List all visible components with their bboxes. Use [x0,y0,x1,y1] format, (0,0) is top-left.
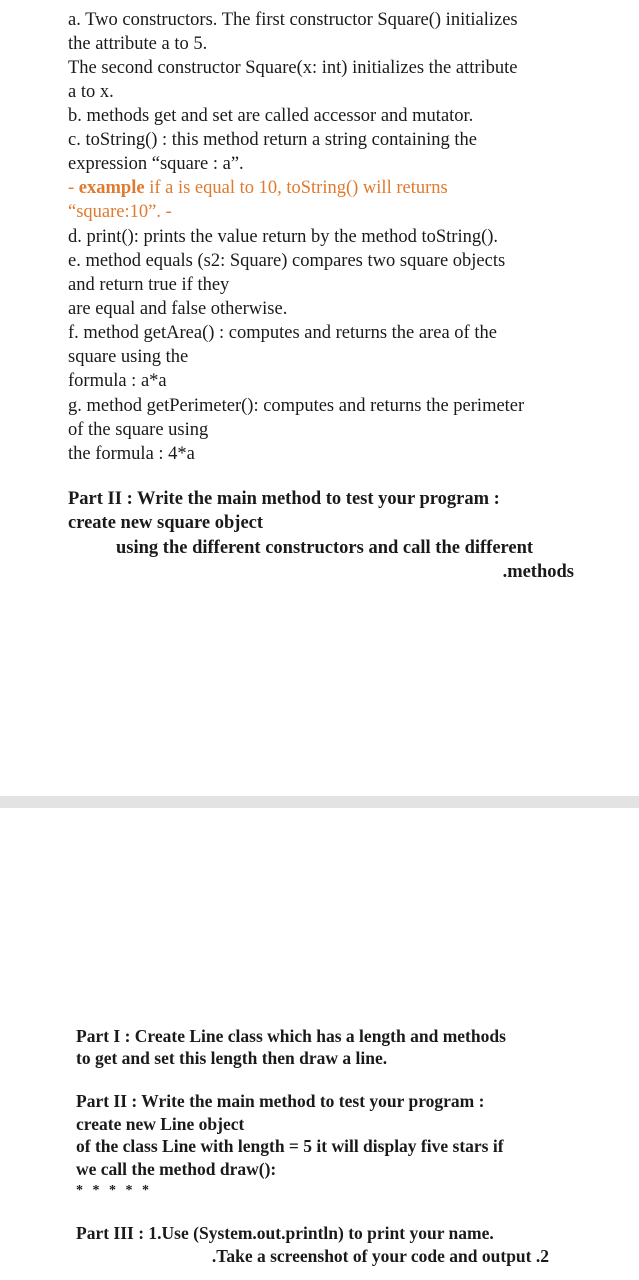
part2-text: create new square object [68,513,264,533]
text-line: of the square using [68,420,209,440]
text-line: The second constructor Square(x: int) initializes the attribute [68,58,518,78]
part2-text: .methods [502,562,574,582]
example-keyword: example [78,178,145,198]
part2-text: using the different constructors and call the different [116,538,534,558]
text-line: a to x. [68,82,114,102]
page-separator [0,796,639,808]
part1-text: to get and set this length then draw a line. [76,1048,388,1068]
text-line: the formula : 4*a [68,444,195,464]
text-line: a. Two constructors. The first constructor Square() initializes [68,10,518,30]
part3-heading: Part III : 1.Use (System.out.println) to print your name. [76,1223,494,1243]
part2-text: we call the method draw(): [76,1159,277,1179]
text-line: formula : a*a [68,371,167,391]
text-line: e. method equals (s2: Square) compares two square objects [68,251,506,271]
text-line: b. methods get and set are called accessor and mutator. [68,106,474,126]
part2-heading: Part II : Write the main method to test your program : [76,1091,485,1111]
stars-output: * * * * * [76,1183,152,1198]
example-line-2: “square:10”. - [68,202,172,222]
text-line: g. method getPerimeter(): computes and returns the perimeter [68,396,525,416]
example-prefix: - [68,178,79,198]
text-line: square using the [68,347,189,367]
part1-heading: Part I : Create Line class which has a length and methods [76,1026,506,1046]
text-line: the attribute a to 5. [68,34,208,54]
example-line [68,176,448,200]
text-line: d. print(): prints the value return by the method toString(). [68,227,499,247]
page-2 [0,808,639,1280]
text-line: expression “square : a”. [68,154,244,174]
part3-text: .Take a screenshot of your code and output .2 [211,1246,549,1266]
text-line: and return true if they [68,275,230,295]
text-line: c. toString() : this method return a string containing the [68,130,477,150]
part2-heading: Part II : Write the main method to test your program : [68,489,500,509]
text-line: are equal and false otherwise. [68,299,288,319]
part2-text: of the class Line with length = 5 it will display five stars if [76,1136,504,1156]
text-line: f. method getArea() : computes and returns the area of the [68,323,497,343]
part2-text: create new Line object [76,1114,245,1134]
example-text: if a is equal to 10, toString() will returns [144,178,448,198]
